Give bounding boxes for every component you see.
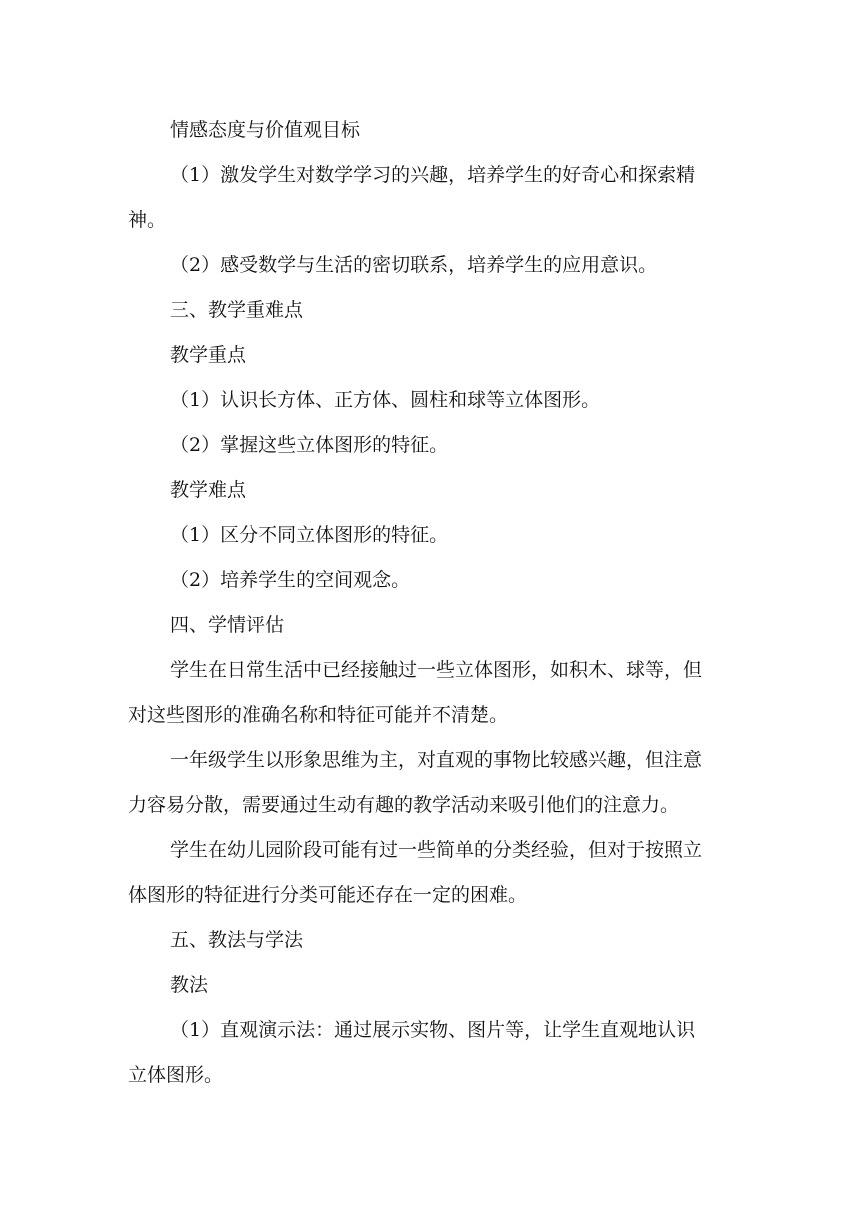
learner-analysis-paragraph-3	[128, 828, 733, 918]
paragraph-line: 神。	[128, 209, 167, 231]
teaching-method-1	[128, 1008, 733, 1098]
difficult-point-1: （1）区分不同立体图形的特征。	[170, 524, 449, 546]
emotion-goal-2: （2）感受数学与生活的密切联系，培养学生的应用意识。	[170, 254, 658, 276]
key-point-1: （1）认识长方体、正方体、圆柱和球等立体图形。	[170, 389, 601, 411]
subheading-difficult-points: 教学难点	[170, 479, 247, 501]
paragraph-line: 体图形的特征进行分类可能还存在一定的困难。	[128, 884, 528, 906]
paragraph-line: （1）激发学生对数学学习的兴趣，培养学生的好奇心和探索精	[170, 164, 696, 186]
paragraph-line: 学生在幼儿园阶段可能有过一些简单的分类经验，但对于按照立	[170, 839, 703, 861]
subheading-key-points: 教学重点	[170, 344, 247, 366]
subheading-teaching-methods: 教法	[170, 974, 209, 996]
difficult-point-2: （2）培养学生的空间观念。	[170, 569, 411, 591]
document-page	[128, 108, 733, 1098]
section-heading-learner-analysis: 四、学情评估	[170, 614, 285, 636]
section-heading-methods: 五、教法与学法	[170, 929, 304, 951]
paragraph-line: 学生在日常生活中已经接触过一些立体图形，如积木、球等，但	[170, 659, 703, 681]
section-heading-key-difficult-points: 三、教学重难点	[170, 299, 304, 321]
key-point-2: （2）掌握这些立体图形的特征。	[170, 434, 449, 456]
paragraph-line: （1）直观演示法：通过展示实物、图片等，让学生直观地认识	[170, 1019, 696, 1041]
paragraph-line: 一年级学生以形象思维为主，对直观的事物比较感兴趣，但注意	[170, 749, 703, 771]
paragraph-line: 力容易分散，需要通过生动有趣的教学活动来吸引他们的注意力。	[128, 794, 680, 816]
paragraph-line: 立体图形。	[128, 1064, 224, 1086]
paragraph-line: 对这些图形的准确名称和特征可能并不清楚。	[128, 704, 509, 726]
section-heading-emotion-goals: 情感态度与价值观目标	[170, 119, 361, 141]
emotion-goal-1	[128, 153, 733, 243]
learner-analysis-paragraph-1	[128, 648, 733, 738]
learner-analysis-paragraph-2	[128, 738, 733, 828]
